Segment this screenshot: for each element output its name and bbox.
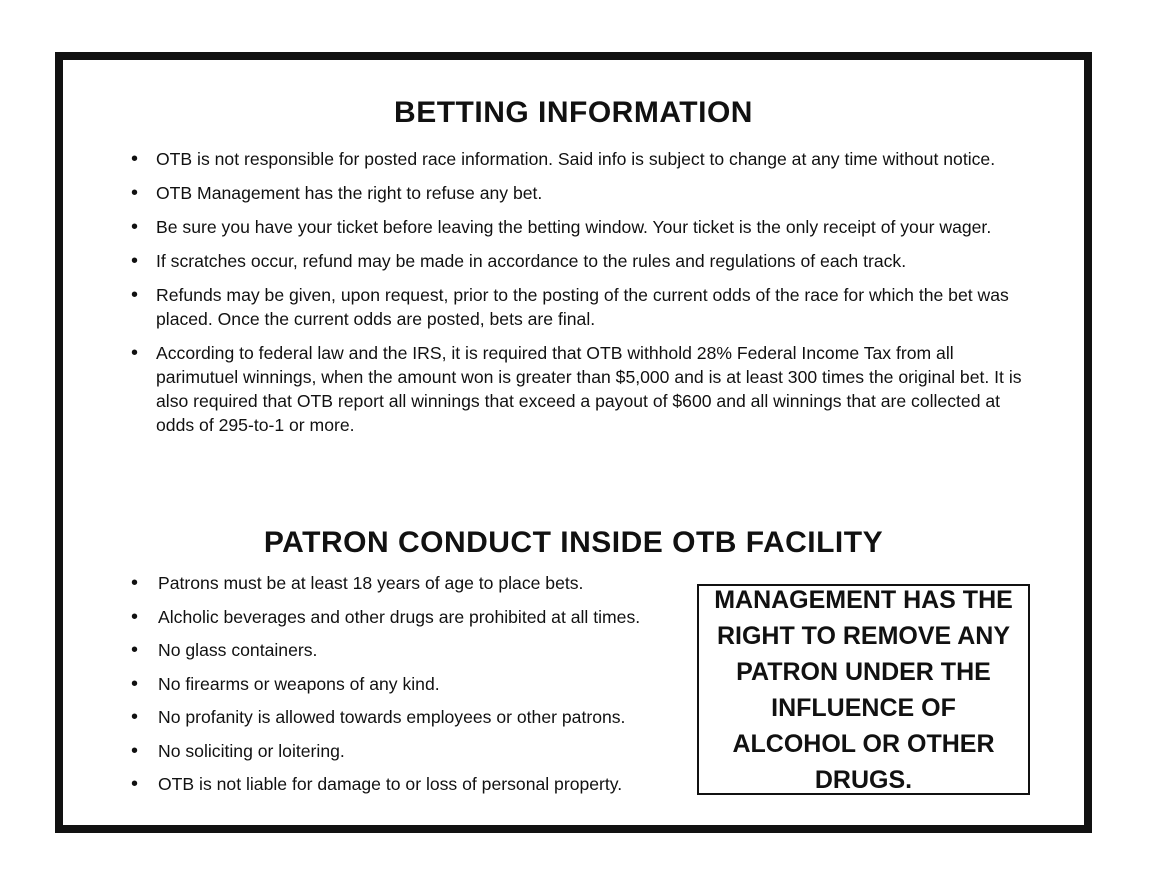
bullet-icon: • <box>131 773 139 795</box>
bullet-icon: • <box>131 216 139 238</box>
list-item-text: Be sure you have your ticket before leaving the betting window. Your ticket is the only receipt of your wager. <box>156 217 992 237</box>
list-item <box>126 772 686 796</box>
management-notice-text: MANAGEMENT HAS THE RIGHT TO REMOVE ANY PATRON UNDER THE INFLUENCE OF ALCOHOL OR OTHER DRUGS. <box>714 585 1013 794</box>
list-item <box>126 705 686 729</box>
list-item <box>126 605 686 629</box>
patron-conduct-list <box>126 571 686 806</box>
list-item-text: Patrons must be at least 18 years of age to place bets. <box>158 573 584 593</box>
sign-frame <box>55 52 1092 833</box>
list-item <box>126 739 686 763</box>
list-item-text: OTB is not responsible for posted race information. Said info is subject to change at any time without notice. <box>156 149 996 169</box>
bullet-icon: • <box>131 250 139 272</box>
list-item <box>126 283 1036 331</box>
list-item <box>126 341 1036 437</box>
bullet-icon: • <box>131 639 139 661</box>
patron-conduct-heading: PATRON CONDUCT INSIDE OTB FACILITY <box>263 526 884 559</box>
list-item-text: OTB Management has the right to refuse any bet. <box>156 183 543 203</box>
list-item-text: No soliciting or loitering. <box>158 740 345 761</box>
betting-information-heading: BETTING INFORMATION <box>394 96 753 129</box>
list-item-text: No glass containers. <box>158 640 318 660</box>
list-item-text: Alcholic beverages and other drugs are prohibited at all times. <box>158 606 641 627</box>
bullet-icon: • <box>131 739 139 762</box>
list-item <box>126 147 1036 171</box>
list-item <box>126 571 686 595</box>
betting-rules-list <box>126 147 1036 447</box>
list-item <box>126 215 1036 239</box>
bullet-icon: • <box>131 342 139 364</box>
list-item-text: Refunds may be given, upon request, prior to the posting of the current odds of the race for which the bet was placed. Once the current odds are posted, bets are final. <box>156 285 1009 329</box>
list-item-text: No firearms or weapons of any kind. <box>158 673 440 694</box>
list-item-text: According to federal law and the IRS, it is required that OTB withhold 28% Federal Income Tax from all parimutuel winnings, when the amount won is greater than $5,000 and is at least 300 times the original bet. It is also required that OTB report all winnings that exceed a payout of $600 and all winnings that are collected at odds of 295-to-1 or more. <box>156 343 1022 435</box>
management-notice-box <box>697 584 1030 795</box>
list-item-text: No profanity is allowed towards employees or other patrons. <box>158 707 626 727</box>
list-item <box>126 638 686 662</box>
list-item-text: OTB is not liable for damage to or loss of personal property. <box>158 774 623 794</box>
bullet-icon: • <box>131 572 139 594</box>
list-item-text: If scratches occur, refund may be made in accordance to the rules and regulations of each track. <box>156 251 907 271</box>
list-item <box>126 672 686 696</box>
bullet-icon: • <box>131 148 139 170</box>
bullet-icon: • <box>131 672 139 695</box>
bullet-icon: • <box>131 605 139 628</box>
list-item <box>126 249 1036 273</box>
bullet-icon: • <box>131 182 139 204</box>
bullet-icon: • <box>131 284 139 306</box>
list-item <box>126 181 1036 205</box>
bullet-icon: • <box>131 706 139 728</box>
